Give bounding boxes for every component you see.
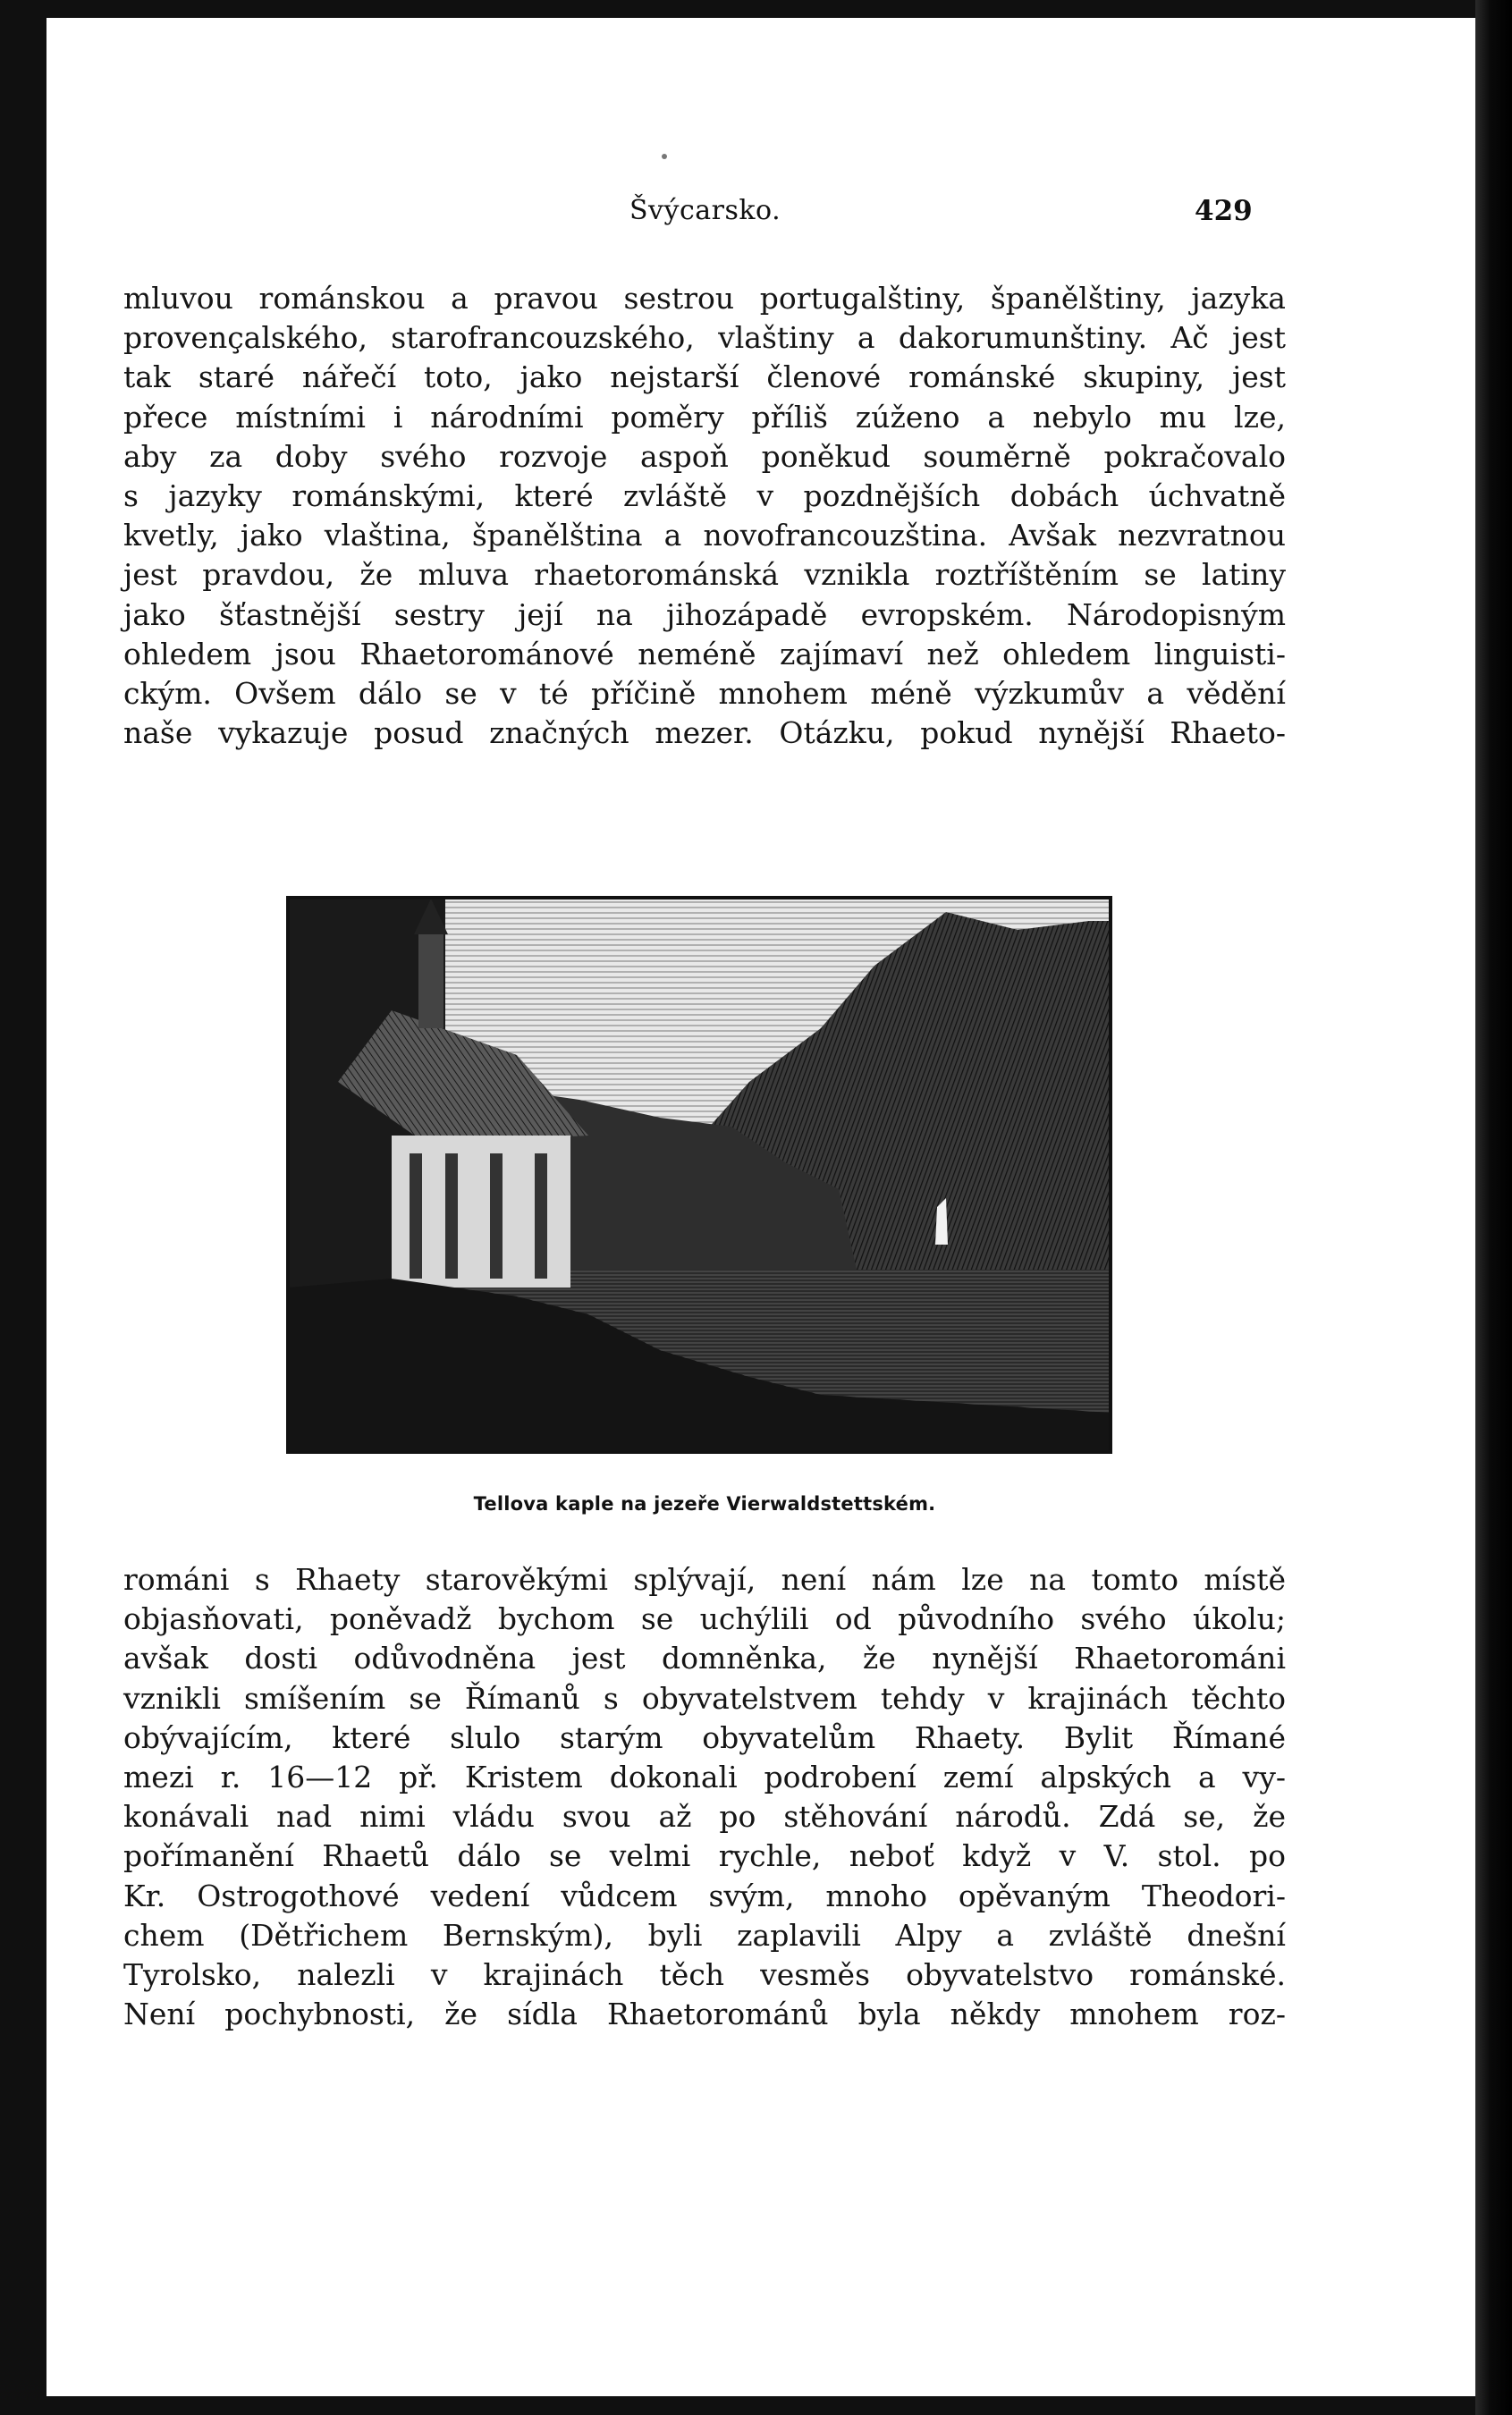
- scan-border: [1475, 0, 1512, 2415]
- illustration: [284, 894, 1125, 1475]
- text-line: vznikli smíšením se Římanů s obyvatelstvem tehdy v krajinách těchto: [123, 1680, 1286, 1716]
- text-line: mluvou románskou a pravou sestrou portugalštiny, španělštiny, jazyka: [123, 281, 1286, 316]
- page-number: 429: [1195, 195, 1253, 227]
- text-line: přece místními i národními poměry příliš zúženo a nebylo mu lze,: [123, 399, 1286, 435]
- text-line: aby za doby svého rozvoje aspoň poněkud souměrně pokračovalo: [123, 438, 1286, 474]
- text-line: kvetly, jako vlaština, španělština a novofrancouzština. Avšak nezvratnou: [123, 518, 1286, 553]
- text-line: románi s Rhaety starověkými splývají, není nám lze na tomto místě: [123, 1562, 1286, 1597]
- scan-speck: [662, 154, 667, 159]
- text-line: pořímanění Rhaetů dálo se velmi rychle, neboť když v V. stol. po: [123, 1838, 1286, 1874]
- text-line: jest pravdou, že mluva rhaetorománská vznikla roztříštěním se latiny: [123, 557, 1286, 593]
- page-header: [123, 190, 1286, 234]
- text-line: Není pochybnosti, že sídla Rhaetorománů byla někdy mnohem roz-: [123, 1997, 1286, 2032]
- text-line: objasňovati, poněvadž bychom se uchýlili od původního svého úkolu;: [123, 1601, 1286, 1637]
- text-line: tak staré nářečí toto, jako nejstarší členové románské skupiny, jest: [123, 359, 1286, 395]
- body-text-top: [123, 279, 1286, 753]
- text-line: jako šťastnější sestry její na jihozápadě evropském. Národopisným: [123, 596, 1286, 632]
- text-line: s jazyky románskými, které zvláště v pozdnějších dobách úchvatně: [123, 478, 1286, 514]
- running-head: Švýcarsko.: [629, 195, 781, 226]
- text-line: avšak dosti odůvodněna jest domněnka, že nynější Rhaetorománi: [123, 1641, 1286, 1676]
- text-line: ckým. Ovšem dálo se v té příčině mnohem méně výzkumův a vědění: [123, 676, 1286, 712]
- text-line: mezi r. 16—12 př. Kristem dokonali podrobení zemí alpských a vy-: [123, 1760, 1286, 1795]
- text-line: ohledem jsou Rhaetorománové neméně zajímaví než ohledem linguisti-: [123, 636, 1286, 671]
- chapel-spire: [418, 930, 443, 1028]
- text-line: konávali nad nimi vládu svou až po stěhování národů. Zdá se, že: [123, 1799, 1286, 1835]
- text-line: Tyrolsko, nalezli v krajinách těch vesměs obyvatelstvo románské.: [123, 1957, 1286, 1993]
- text-line: obývajícím, které slulo starým obyvatelům Rhaety. Bylit Římané: [123, 1719, 1286, 1755]
- chapel-lake-engraving: [284, 894, 1125, 1475]
- body-text-bottom: [123, 1560, 1286, 2034]
- text-line: naše vykazuje posud značných mezer. Otázku, pokud nynější Rhaeto-: [123, 715, 1286, 751]
- figure-caption: Tellova kaple na jezeře Vierwaldstettském.: [473, 1493, 936, 1515]
- text-line: Kr. Ostrogothové vedení vůdcem svým, mnoho opěvaným Theodori-: [123, 1878, 1286, 1913]
- text-line: chem (Dětřichem Bernským), byli zaplavili Alpy a zvláště dnešní: [123, 1917, 1286, 1953]
- text-line: provençalského, starofrancouzského, vlaštiny a dakorumunštiny. Ač jest: [123, 320, 1286, 356]
